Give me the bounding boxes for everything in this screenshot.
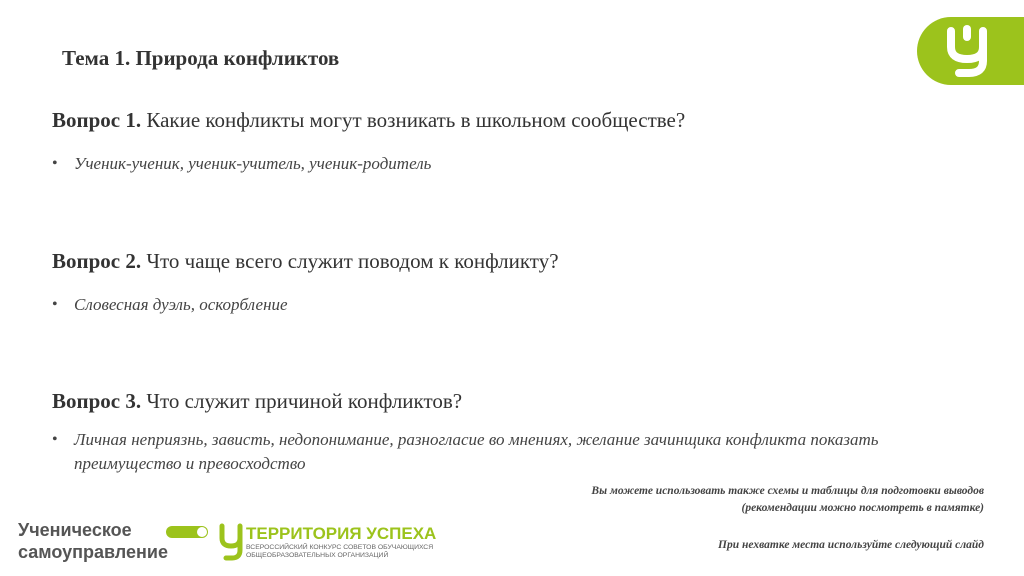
question-3-label: Вопрос 3. bbox=[52, 389, 142, 413]
answer-1 bbox=[52, 152, 952, 176]
note-line-2: (рекомендации можно посмотреть в памятке) bbox=[741, 502, 984, 514]
question-3 bbox=[52, 389, 462, 414]
question-2-text: Что чаще всего служит поводом к конфликту? bbox=[141, 249, 559, 273]
logo2-subtitle-2: ОБЩЕОБРАЗОВАТЕЛЬНЫХ ОРГАНИЗАЦИЙ bbox=[246, 552, 389, 559]
answer-2 bbox=[52, 293, 952, 317]
bullet-icon: • bbox=[52, 431, 58, 448]
answer-1-text: Ученик-ученик, ученик-учитель, ученик-родитель bbox=[74, 154, 432, 173]
u-letter-logo-icon bbox=[945, 25, 989, 79]
u-letter-logo-icon bbox=[218, 522, 244, 562]
answer-3 bbox=[52, 428, 882, 476]
bullet-icon: • bbox=[52, 155, 58, 172]
question-3-text: Что служит причиной конфликтов? bbox=[141, 389, 463, 413]
slide-title: Тема 1. Природа конфликтов bbox=[62, 46, 340, 70]
question-1-label: Вопрос 1. bbox=[52, 108, 142, 132]
corner-brand-logo bbox=[917, 17, 1024, 85]
note-line-3: При нехватке места используйте следующий слайд bbox=[718, 539, 984, 551]
question-1 bbox=[52, 108, 685, 133]
answer-2-text: Словесная дуэль, оскорбление bbox=[74, 295, 288, 314]
question-1-text: Какие конфликты могут возникать в школьном сообществе? bbox=[141, 108, 686, 132]
toggle-icon bbox=[166, 526, 208, 538]
bullet-icon: • bbox=[52, 296, 58, 313]
question-2-label: Вопрос 2. bbox=[52, 249, 142, 273]
logo1-line-1: Ученическое bbox=[18, 520, 132, 540]
territory-of-success-logo bbox=[218, 520, 458, 564]
note-recommendations bbox=[591, 483, 984, 517]
answer-3-text: Личная неприязнь, зависть, недопонимание, разногласие во мнениях, желание зачинщика конфликта показать преимущество и превосходство bbox=[74, 430, 879, 473]
logo1-line-2: самоуправление bbox=[18, 542, 168, 562]
logo2-subtitle-1: ВСЕРОССИЙСКИЙ КОНКУРС СОВЕТОВ ОБУЧАЮЩИХСЯ bbox=[246, 544, 434, 551]
note-line-1: Вы можете использовать также схемы и таблицы для подготовки выводов bbox=[591, 485, 984, 497]
logo2-title: ТЕРРИТОРИЯ УСПЕХА bbox=[246, 524, 437, 543]
question-2 bbox=[52, 249, 559, 274]
student-government-logo bbox=[18, 520, 213, 564]
note-next-slide bbox=[718, 537, 984, 554]
